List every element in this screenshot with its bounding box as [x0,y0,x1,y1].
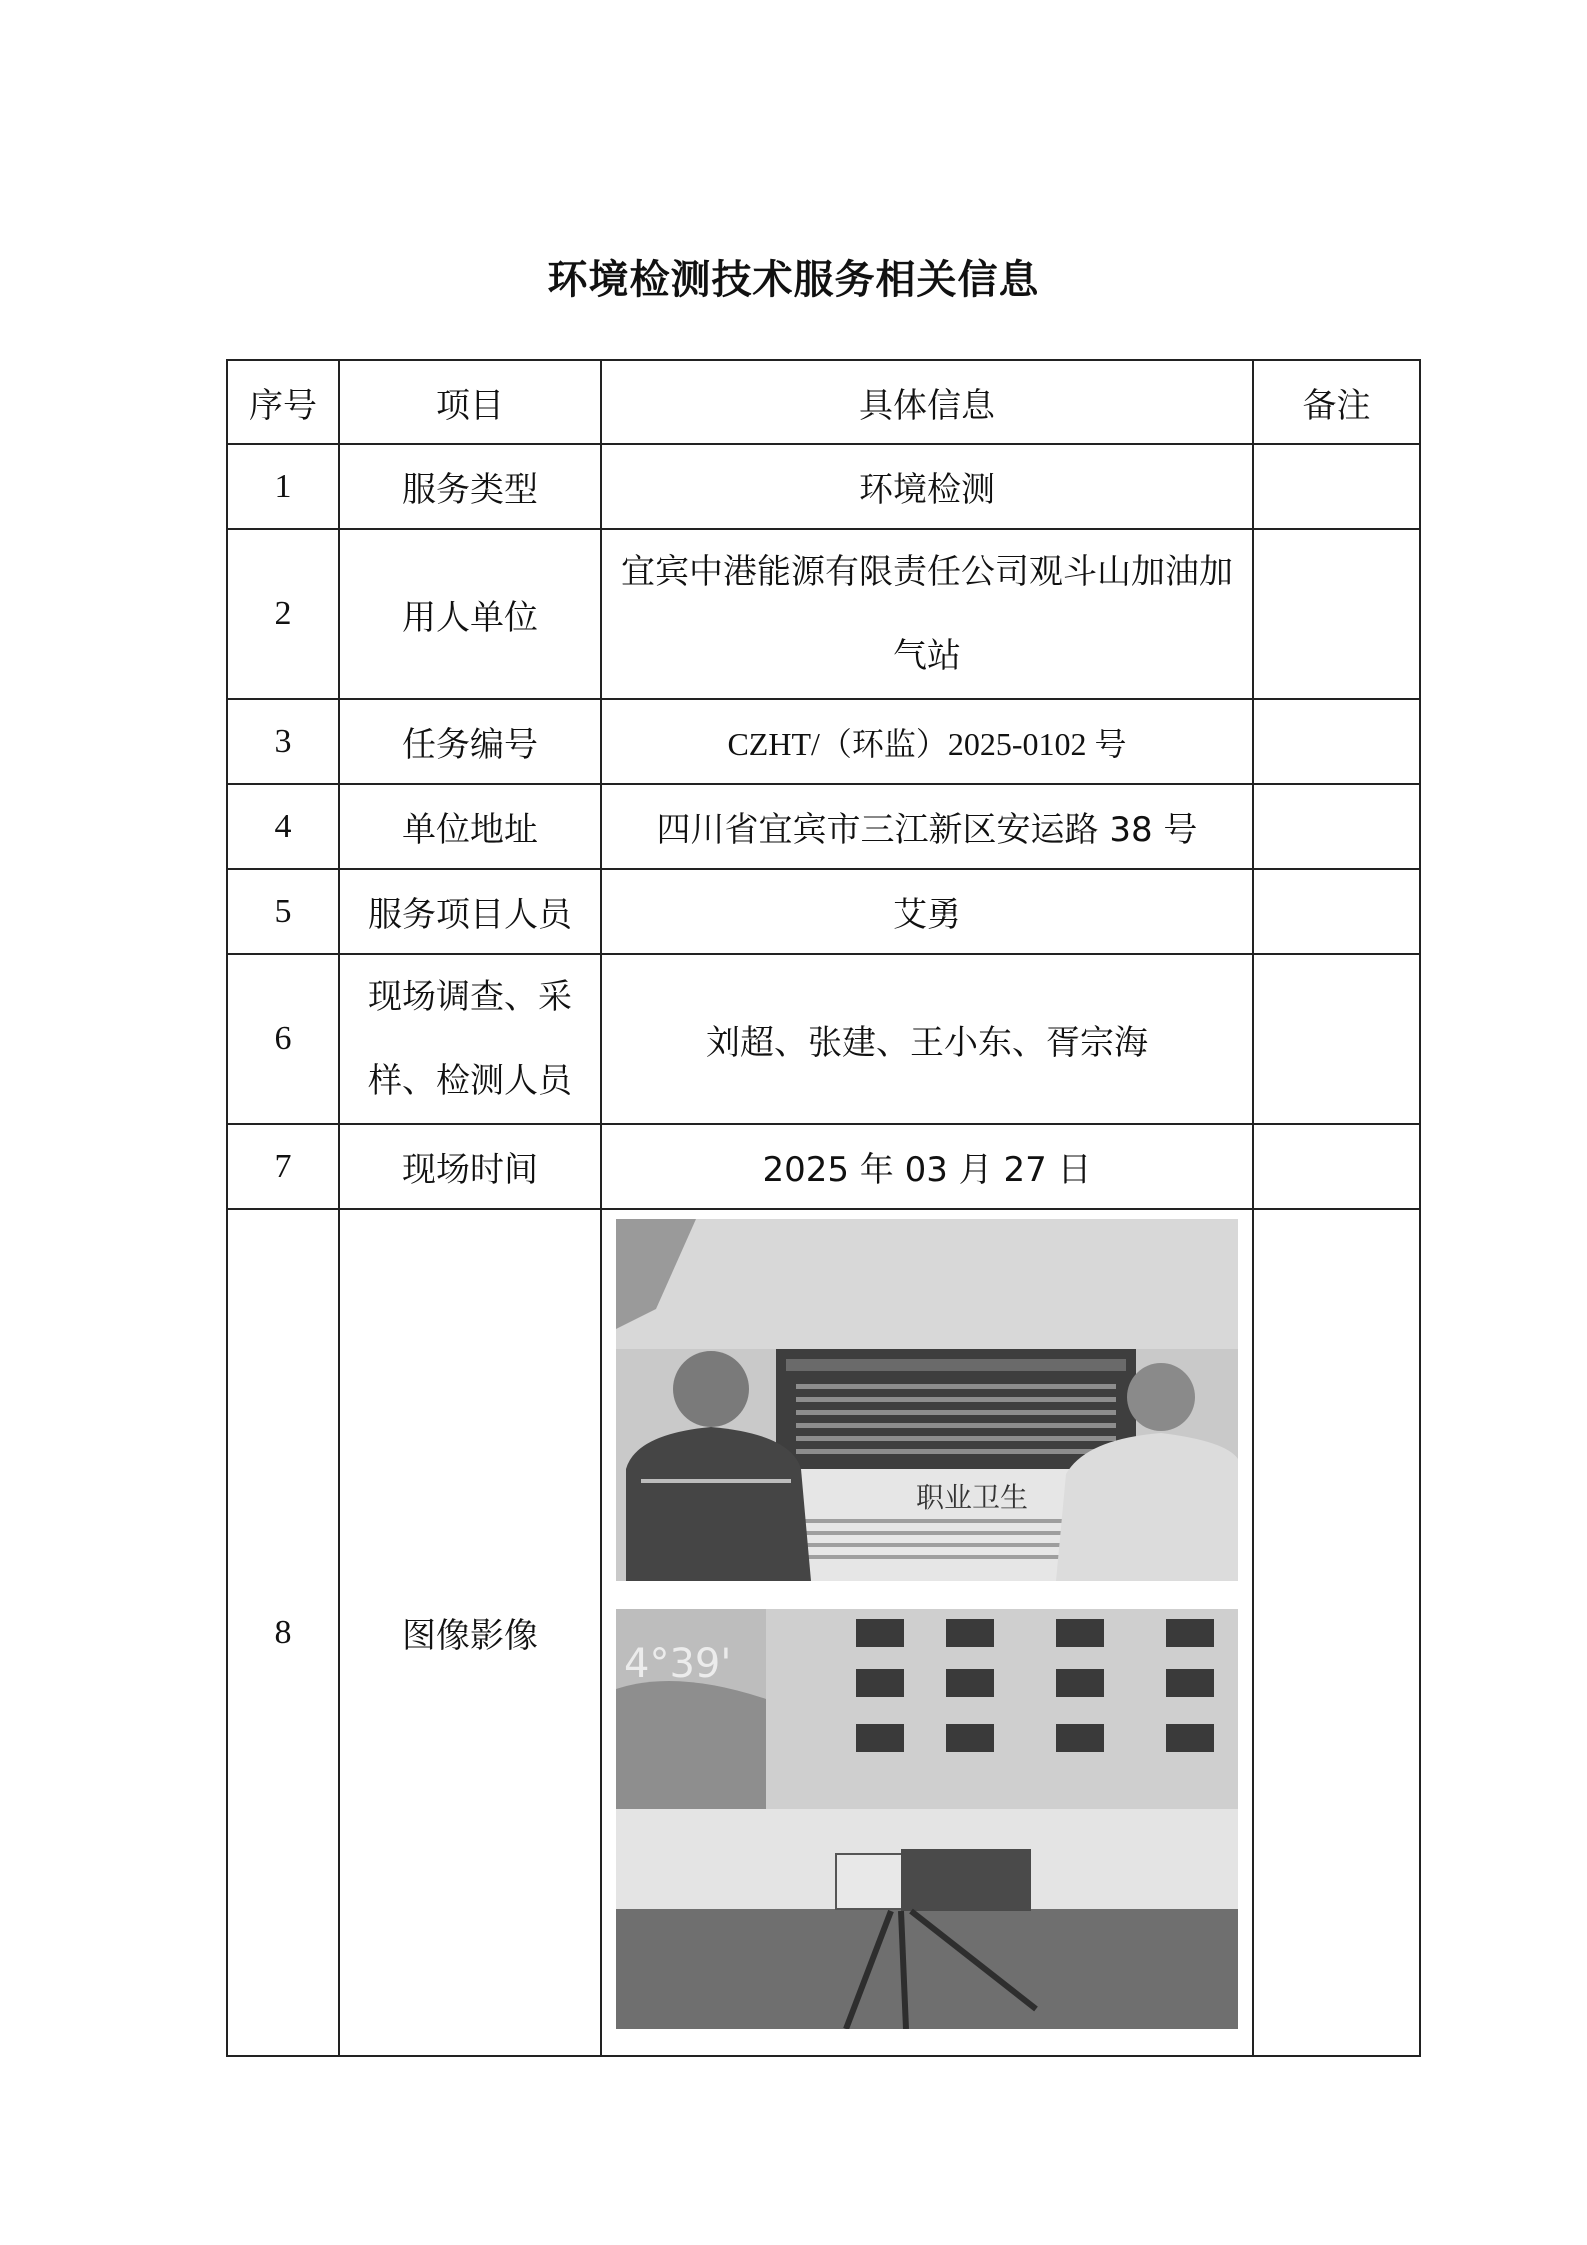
table-row [227,529,1420,699]
row-info: 环境检测 [601,444,1253,529]
photo-overlay-text: 4°39' [624,1640,732,1687]
table-row [227,784,1420,869]
row-note [1253,954,1420,1124]
row-item: 服务类型 [339,444,601,529]
person-right-head [1127,1363,1195,1431]
row-no: 7 [227,1124,339,1209]
row-item: 服务项目人员 [339,869,601,954]
row-no: 4 [227,784,339,869]
header-no: 序号 [227,360,339,444]
row-no: 3 [227,699,339,784]
row-item: 图像影像 [339,1209,601,2056]
table-row [227,954,1420,1124]
sign-text: 职业卫生 [916,1480,1029,1514]
row-note [1253,1124,1420,1209]
row-item: 现场时间 [339,1124,601,1209]
person-left-head [673,1351,749,1427]
header-item: 项目 [339,360,601,444]
header-info: 具体信息 [601,360,1253,444]
row-no: 6 [227,954,339,1124]
row-note [1253,784,1420,869]
site-photo-instrument-svg [616,1609,1238,2029]
site-photo-people-svg [616,1219,1238,1581]
row-info: 宜宾中港能源有限责任公司观斗山加油加气站 [601,529,1253,699]
row-info: 2025 年 03 月 27 日 [601,1124,1253,1209]
site-photo-instrument [616,1609,1238,2029]
row-info: 艾勇 [601,869,1253,954]
person-left-body [626,1427,811,1581]
table-row [227,1209,1420,2056]
instrument-display [836,1854,906,1909]
info-table [226,359,1421,2057]
row-info: 四川省宜宾市三江新区安运路 38 号 [601,784,1253,869]
row-item: 现场调查、采样、检测人员 [339,954,601,1124]
row-no: 1 [227,444,339,529]
header-note: 备注 [1253,360,1420,444]
instrument-case [901,1849,1031,1911]
row-info: CZHT/（环监）2025-0102 号 [601,699,1253,784]
row-item: 单位地址 [339,784,601,869]
table-row [227,869,1420,954]
row-note [1253,444,1420,529]
table-row [227,699,1420,784]
row-note [1253,1209,1420,2056]
page-title: 环境检测技术服务相关信息 [547,257,1040,303]
row-no: 8 [227,1209,339,2056]
row-info: 刘超、张建、王小东、胥宗海 [601,954,1253,1124]
row-no: 5 [227,869,339,954]
row-no: 2 [227,529,339,699]
site-photo-people [616,1219,1238,1581]
row-item: 用人单位 [339,529,601,699]
row-note [1253,699,1420,784]
table-row [227,444,1420,529]
table-row [227,1124,1420,1209]
photo-cell [601,1209,1253,2056]
row-note [1253,869,1420,954]
table-header-row [227,360,1420,444]
row-item: 任务编号 [339,699,601,784]
row-note [1253,529,1420,699]
